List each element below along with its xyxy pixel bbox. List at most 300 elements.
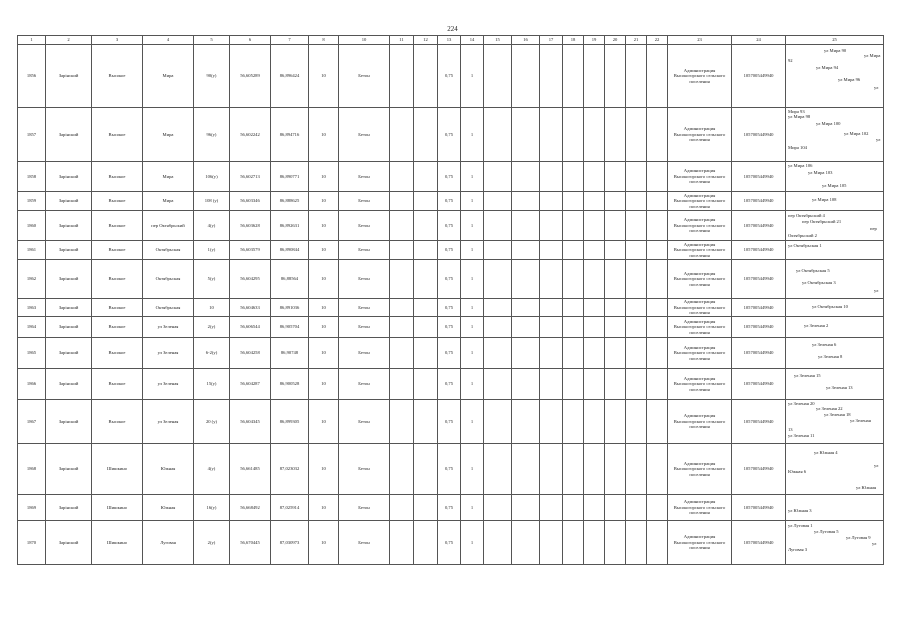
empty-cell-21: [626, 317, 647, 338]
column-header: 21: [626, 36, 647, 45]
volume-cell: 0,75: [438, 521, 461, 565]
empty-cell-15: [484, 45, 512, 108]
empty-cell-12: [414, 211, 438, 241]
empty-cell-16: [512, 108, 540, 162]
addresses-cell: [786, 338, 884, 369]
empty-cell-20: [605, 299, 626, 317]
row-number: 1862: [18, 260, 46, 299]
empty-cell-15: [484, 400, 512, 444]
empty-cell-17: [540, 317, 563, 338]
latitude-cell: 56,604258: [230, 338, 271, 369]
cover-cell: Бетон: [339, 299, 390, 317]
served-address: Мира 93: [788, 109, 805, 114]
empty-cell-20: [605, 521, 626, 565]
served-address: ул Зеленая 8: [818, 354, 843, 359]
volume-cell: 0,75: [438, 45, 461, 108]
volume-cell: 0,75: [438, 211, 461, 241]
owner-cell: [668, 400, 732, 444]
owner-cell: [668, 369, 732, 400]
table-row: [18, 495, 884, 521]
empty-cell-15: [484, 299, 512, 317]
served-address: ул Луговая 1: [788, 523, 813, 528]
longitude-cell: 86,90748: [271, 338, 309, 369]
served-address: ул Луговая 5: [814, 529, 839, 534]
cover-cell: Бетон: [339, 45, 390, 108]
owner-line: Администрация: [683, 241, 716, 247]
column-header: 6: [230, 36, 271, 45]
table-row: [18, 444, 884, 495]
empty-cell-18: [563, 495, 584, 521]
village-cell: Шишкино: [92, 444, 143, 495]
empty-cell-21: [626, 162, 647, 192]
empty-cell-22: [647, 521, 668, 565]
served-address: ул Мира 98: [788, 114, 811, 119]
count-cell: 1: [461, 211, 484, 241]
owner-line: Высокогорского сельского: [673, 350, 726, 356]
empty-cell-15: [484, 162, 512, 192]
owner-line: Высокогорского сельского: [673, 304, 726, 310]
served-address: ул Октябрьская 3: [802, 280, 836, 285]
district-cell: Зарінский: [46, 444, 92, 495]
owner-line: поселения: [689, 228, 710, 234]
empty-cell-16: [512, 260, 540, 299]
empty-cell-11: [390, 108, 414, 162]
empty-cell-16: [512, 317, 540, 338]
empty-cell-17: [540, 299, 563, 317]
empty-cell-11: [390, 369, 414, 400]
empty-cell-18: [563, 192, 584, 211]
longitude-cell: 86,899305: [271, 400, 309, 444]
empty-cell-19: [584, 338, 605, 369]
empty-cell-22: [647, 45, 668, 108]
row-number: 1861: [18, 241, 46, 260]
owner-line: Администрация: [683, 534, 716, 540]
served-address: 13: [788, 427, 793, 432]
empty-cell-21: [626, 495, 647, 521]
empty-cell-21: [626, 192, 647, 211]
owner-line: Администрация: [683, 217, 716, 223]
empty-cell-19: [584, 400, 605, 444]
empty-cell-18: [563, 211, 584, 241]
column-header: 22: [647, 36, 668, 45]
served-address: ул Октябрьская 1: [788, 243, 822, 248]
empty-cell-16: [512, 444, 540, 495]
addresses-cell: [786, 317, 884, 338]
count-cell: 1: [461, 162, 484, 192]
empty-cell-19: [584, 108, 605, 162]
empty-cell-12: [414, 192, 438, 211]
served-address: ул Мира 108: [812, 197, 837, 202]
inn-cell: 1057005449940: [732, 400, 786, 444]
table-row: [18, 108, 884, 162]
empty-cell-12: [414, 521, 438, 565]
volume-cell: 0,75: [438, 400, 461, 444]
area-cell: 10: [309, 241, 339, 260]
empty-cell-15: [484, 192, 512, 211]
area-cell: 10: [309, 45, 339, 108]
owner-line: Администрация: [683, 270, 716, 276]
count-cell: 1: [461, 299, 484, 317]
house-cell: 4(у): [194, 444, 230, 495]
district-cell: Зарінский: [46, 108, 92, 162]
owner-line: поселения: [689, 386, 710, 392]
table-row: [18, 260, 884, 299]
latitude-cell: 56,604295: [230, 260, 271, 299]
empty-cell-19: [584, 211, 605, 241]
served-address: Октябрьский 2: [788, 233, 817, 238]
house-cell: 15(у): [194, 369, 230, 400]
empty-cell-12: [414, 338, 438, 369]
served-address: ул Зеленая 2: [804, 323, 829, 328]
latitude-cell: 56,603628: [230, 211, 271, 241]
longitude-cell: 86,896424: [271, 45, 309, 108]
served-address: ул Южная 4: [814, 450, 838, 455]
empty-cell-15: [484, 317, 512, 338]
served-address: ул Луговая 9: [846, 535, 871, 540]
owner-line: поселения: [689, 252, 710, 258]
street-cell: ул Зеленая: [143, 369, 194, 400]
volume-cell: 0,75: [438, 495, 461, 521]
empty-cell-22: [647, 260, 668, 299]
empty-cell-17: [540, 211, 563, 241]
empty-cell-17: [540, 495, 563, 521]
served-address: ул Мира 90: [824, 48, 847, 53]
owner-cell: [668, 338, 732, 369]
house-cell: 108 (у): [194, 192, 230, 211]
district-cell: Зарінский: [46, 400, 92, 444]
empty-cell-21: [626, 260, 647, 299]
empty-cell-22: [647, 317, 668, 338]
village-cell: Высокое: [92, 241, 143, 260]
empty-cell-20: [605, 211, 626, 241]
empty-cell-18: [563, 521, 584, 565]
empty-cell-20: [605, 400, 626, 444]
column-header: 2: [46, 36, 92, 45]
district-cell: Зарінский: [46, 317, 92, 338]
street-cell: Южная: [143, 495, 194, 521]
village-cell: Высокое: [92, 299, 143, 317]
house-cell: 10: [194, 299, 230, 317]
empty-cell-22: [647, 192, 668, 211]
empty-cell-19: [584, 444, 605, 495]
served-address: ул: [872, 541, 877, 546]
served-address: ул: [874, 85, 879, 90]
register-table: [17, 35, 884, 565]
column-header: 23: [668, 36, 732, 45]
empty-cell-21: [626, 338, 647, 369]
empty-cell-22: [647, 211, 668, 241]
empty-cell-19: [584, 521, 605, 565]
empty-cell-22: [647, 400, 668, 444]
area-cell: 10: [309, 108, 339, 162]
empty-cell-18: [563, 108, 584, 162]
empty-cell-17: [540, 400, 563, 444]
table-row: [18, 369, 884, 400]
empty-cell-16: [512, 241, 540, 260]
empty-cell-20: [605, 162, 626, 192]
longitude-cell: 86,900528: [271, 369, 309, 400]
empty-cell-15: [484, 108, 512, 162]
row-number: 1859: [18, 192, 46, 211]
area-cell: 10: [309, 444, 339, 495]
served-address: ул Октябрьская 10: [812, 304, 848, 309]
empty-cell-22: [647, 369, 668, 400]
longitude-cell: 86,888625: [271, 192, 309, 211]
latitude-cell: 56,661485: [230, 444, 271, 495]
row-number: 1864: [18, 317, 46, 338]
empty-cell-11: [390, 338, 414, 369]
served-address: ул: [874, 463, 879, 468]
house-cell: 2(у): [194, 521, 230, 565]
served-address: ул Зеленая 18: [824, 412, 851, 417]
street-cell: Мира: [143, 192, 194, 211]
cover-cell: Бетон: [339, 192, 390, 211]
empty-cell-17: [540, 444, 563, 495]
inn-cell: 1057005449940: [732, 260, 786, 299]
served-address: ул: [876, 137, 881, 142]
empty-cell-19: [584, 369, 605, 400]
served-address: ул Мира 102: [844, 131, 869, 136]
empty-cell-16: [512, 521, 540, 565]
owner-cell: [668, 241, 732, 260]
owner-line: Администрация: [683, 375, 716, 381]
longitude-cell: 87,025914: [271, 495, 309, 521]
village-cell: Шишкино: [92, 521, 143, 565]
empty-cell-11: [390, 45, 414, 108]
owner-line: поселения: [689, 137, 710, 143]
column-header: 5: [194, 36, 230, 45]
column-header: 20: [605, 36, 626, 45]
village-cell: Высокое: [92, 338, 143, 369]
empty-cell-17: [540, 108, 563, 162]
volume-cell: 0,75: [438, 162, 461, 192]
empty-cell-21: [626, 108, 647, 162]
empty-cell-16: [512, 400, 540, 444]
inn-cell: 1057005449940: [732, 192, 786, 211]
row-number: 1863: [18, 299, 46, 317]
empty-cell-11: [390, 299, 414, 317]
volume-cell: 0,75: [438, 192, 461, 211]
empty-cell-11: [390, 317, 414, 338]
district-cell: Зарінский: [46, 521, 92, 565]
served-address: пер Октябрьский 21: [802, 219, 842, 224]
empty-cell-22: [647, 495, 668, 521]
inn-cell: 1057005449940: [732, 521, 786, 565]
empty-cell-15: [484, 495, 512, 521]
table-row: [18, 162, 884, 192]
volume-cell: 0,75: [438, 444, 461, 495]
volume-cell: 0,75: [438, 338, 461, 369]
inn-cell: 1057005449940: [732, 211, 786, 241]
district-cell: Зарінский: [46, 338, 92, 369]
empty-cell-17: [540, 260, 563, 299]
empty-cell-18: [563, 317, 584, 338]
empty-cell-17: [540, 369, 563, 400]
street-cell: Октябрьская: [143, 241, 194, 260]
cover-cell: Бетон: [339, 241, 390, 260]
empty-cell-18: [563, 369, 584, 400]
area-cell: 10: [309, 338, 339, 369]
served-address: ул Мира 106: [788, 163, 813, 168]
table-row: [18, 338, 884, 369]
owner-line: Высокогорского сельского: [673, 198, 726, 204]
inn-cell: 1057005449940: [732, 317, 786, 338]
empty-cell-20: [605, 241, 626, 260]
owner-line: поселения: [689, 545, 710, 551]
cover-cell: Бетон: [339, 211, 390, 241]
house-cell: 1(у): [194, 241, 230, 260]
table-row: [18, 317, 884, 338]
owner-cell: [668, 317, 732, 338]
empty-cell-19: [584, 495, 605, 521]
served-address: Мира 104: [788, 145, 807, 150]
empty-cell-18: [563, 162, 584, 192]
longitude-cell: 87,023032: [271, 444, 309, 495]
empty-cell-12: [414, 241, 438, 260]
empty-cell-12: [414, 369, 438, 400]
district-cell: Зарінский: [46, 162, 92, 192]
empty-cell-15: [484, 369, 512, 400]
volume-cell: 0,75: [438, 241, 461, 260]
owner-line: Высокогорского сельского: [673, 173, 726, 179]
addresses-cell: [786, 192, 884, 211]
cover-cell: Бетон: [339, 260, 390, 299]
count-cell: 1: [461, 495, 484, 521]
owner-line: поселения: [689, 179, 710, 185]
cover-cell: Бетон: [339, 369, 390, 400]
village-cell: Высокое: [92, 400, 143, 444]
owner-line: поселения: [689, 203, 710, 209]
empty-cell-19: [584, 241, 605, 260]
owner-line: Администрация: [683, 299, 716, 305]
header-row: [18, 36, 884, 45]
empty-cell-16: [512, 162, 540, 192]
village-cell: Высокое: [92, 369, 143, 400]
owner-line: Администрация: [683, 499, 716, 505]
empty-cell-19: [584, 260, 605, 299]
column-header: 19: [584, 36, 605, 45]
addresses-cell: [786, 162, 884, 192]
owner-line: Высокогорского сельского: [673, 504, 726, 510]
street-cell: Мира: [143, 108, 194, 162]
column-header: 14: [461, 36, 484, 45]
owner-line: Администрация: [683, 413, 716, 419]
longitude-cell: 86,890771: [271, 162, 309, 192]
owner-line: Администрация: [683, 460, 716, 466]
row-number: 1866: [18, 369, 46, 400]
village-cell: Высокое: [92, 45, 143, 108]
owner-line: Высокогорского сельского: [673, 73, 726, 79]
owner-line: Администрация: [683, 318, 716, 324]
house-cell: 106(у): [194, 162, 230, 192]
cover-cell: Бетон: [339, 521, 390, 565]
empty-cell-21: [626, 400, 647, 444]
empty-cell-16: [512, 369, 540, 400]
owner-cell: [668, 260, 732, 299]
street-cell: ул Зеленая: [143, 400, 194, 444]
row-number: 1867: [18, 400, 46, 444]
owner-line: Администрация: [683, 168, 716, 174]
district-cell: Зарінский: [46, 299, 92, 317]
empty-cell-20: [605, 444, 626, 495]
count-cell: 1: [461, 260, 484, 299]
owner-line: Высокогорского сельского: [673, 131, 726, 137]
street-cell: ул Зеленая: [143, 338, 194, 369]
empty-cell-19: [584, 162, 605, 192]
house-cell: 90(у): [194, 45, 230, 108]
empty-cell-12: [414, 299, 438, 317]
empty-cell-20: [605, 495, 626, 521]
inn-cell: 1057005449940: [732, 495, 786, 521]
count-cell: 1: [461, 45, 484, 108]
volume-cell: 0,75: [438, 369, 461, 400]
table-row: [18, 211, 884, 241]
empty-cell-12: [414, 162, 438, 192]
owner-cell: [668, 45, 732, 108]
served-address: ул Зеленая 20: [788, 401, 815, 406]
empty-cell-20: [605, 338, 626, 369]
street-cell: пер Октябрьский: [143, 211, 194, 241]
house-cell: 6-2(у): [194, 338, 230, 369]
village-cell: Высокое: [92, 108, 143, 162]
empty-cell-11: [390, 400, 414, 444]
table-row: [18, 299, 884, 317]
cover-cell: Бетон: [339, 338, 390, 369]
row-number: 1860: [18, 211, 46, 241]
house-cell: 4(у): [194, 211, 230, 241]
empty-cell-21: [626, 369, 647, 400]
inn-cell: 1057005449940: [732, 444, 786, 495]
owner-line: Высокогорского сельского: [673, 466, 726, 472]
table-row: [18, 192, 884, 211]
owner-line: Администрация: [683, 192, 716, 198]
served-address: ул Зеленая: [850, 418, 871, 423]
empty-cell-21: [626, 444, 647, 495]
served-address: ул Мира 96: [838, 77, 861, 82]
empty-cell-21: [626, 241, 647, 260]
empty-cell-15: [484, 260, 512, 299]
empty-cell-18: [563, 444, 584, 495]
count-cell: 1: [461, 241, 484, 260]
empty-cell-17: [540, 45, 563, 108]
served-address: ул Мира 105: [822, 183, 847, 188]
count-cell: 1: [461, 317, 484, 338]
empty-cell-12: [414, 45, 438, 108]
street-cell: Октябрьская: [143, 299, 194, 317]
column-header: 15: [484, 36, 512, 45]
village-cell: Высокое: [92, 260, 143, 299]
house-cell: 96(у): [194, 108, 230, 162]
owner-line: Высокогорского сельского: [673, 222, 726, 228]
served-address: ул Зеленая 13: [826, 385, 853, 390]
empty-cell-22: [647, 108, 668, 162]
count-cell: 1: [461, 369, 484, 400]
empty-cell-16: [512, 299, 540, 317]
district-cell: Зарінский: [46, 241, 92, 260]
inn-cell: 1057005449940: [732, 299, 786, 317]
longitude-cell: 86,894716: [271, 108, 309, 162]
empty-cell-16: [512, 45, 540, 108]
inn-cell: 1057005449940: [732, 162, 786, 192]
village-cell: Высокое: [92, 317, 143, 338]
owner-line: Администрация: [683, 344, 716, 350]
empty-cell-15: [484, 241, 512, 260]
area-cell: 10: [309, 521, 339, 565]
latitude-cell: 56,603346: [230, 192, 271, 211]
empty-cell-17: [540, 241, 563, 260]
district-cell: Зарінский: [46, 369, 92, 400]
column-header: 17: [540, 36, 563, 45]
